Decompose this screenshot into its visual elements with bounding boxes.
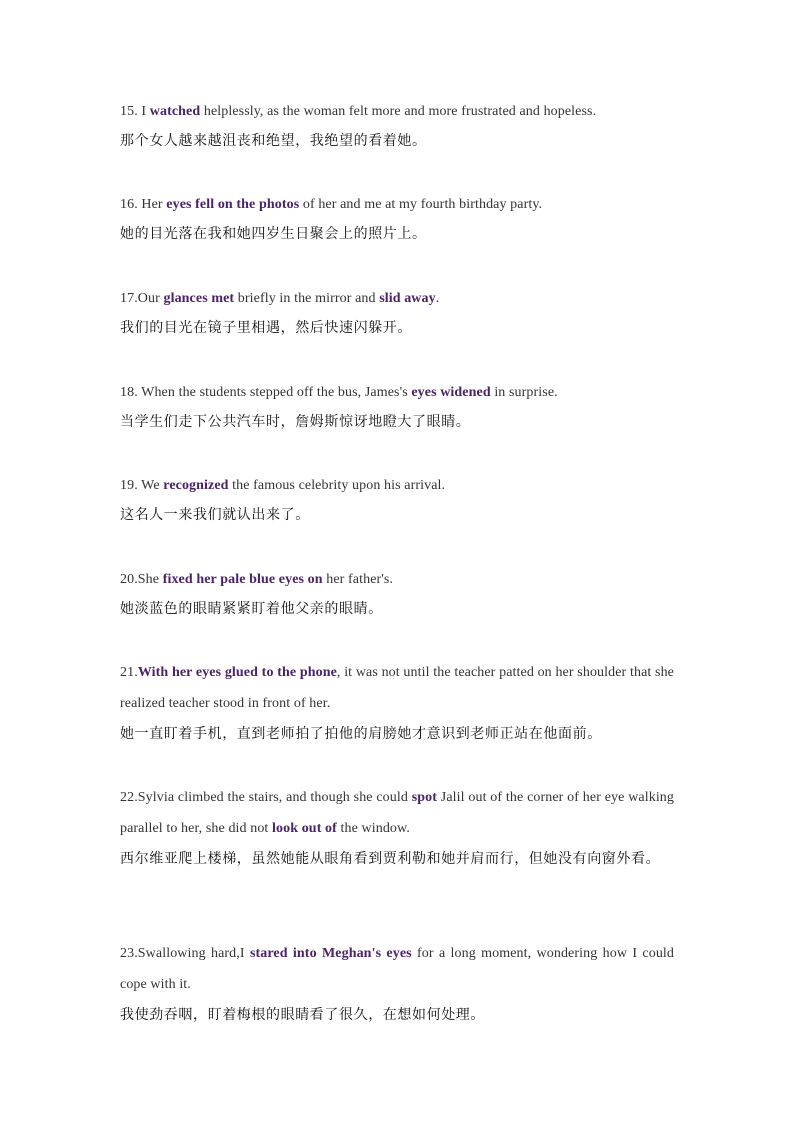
highlighted-phrase: With her eyes glued to the phone bbox=[137, 665, 337, 680]
text-segment: Jalil out of the corner of her eye walking parallel to her, she did not bbox=[120, 790, 675, 836]
highlighted-phrase: recognized bbox=[163, 478, 229, 493]
text-segment: 16. Her bbox=[120, 197, 167, 212]
entry-19 bbox=[120, 476, 674, 531]
entry-23 bbox=[120, 938, 674, 1031]
english-sentence bbox=[120, 782, 674, 844]
highlighted-phrase: watched bbox=[149, 104, 201, 119]
text-segment: helplessly, as the woman felt more and more frustrated and hopeless. bbox=[200, 104, 597, 119]
chinese-translation: 她一直盯着手机，直到老师拍了拍他的肩膀她才意识到老师正站在他面前。 bbox=[120, 726, 602, 742]
text-segment: 23.Swallowing hard,I bbox=[120, 946, 250, 961]
entry-22 bbox=[120, 782, 674, 875]
highlighted-phrase: eyes widened bbox=[411, 385, 491, 400]
highlighted-phrase: eyes fell on the photos bbox=[166, 197, 300, 212]
text-segment: 17.Our bbox=[120, 291, 164, 306]
chinese-translation: 当学生们走下公共汽车时，詹姆斯惊讶地瞪大了眼睛。 bbox=[120, 414, 471, 430]
english-sentence bbox=[120, 476, 674, 496]
text-segment: 19. We bbox=[120, 478, 164, 493]
text-segment: the famous celebrity upon his arrival. bbox=[228, 478, 446, 493]
text-segment: her father's. bbox=[322, 572, 394, 587]
english-sentence bbox=[120, 938, 674, 1000]
highlighted-phrase: slid away bbox=[379, 291, 436, 306]
highlighted-phrase: glances met bbox=[163, 291, 235, 306]
text-segment: the window. bbox=[336, 821, 410, 836]
text-segment: , it was not until the teacher patted on her shoulder that she realized teacher stood in front of her. bbox=[120, 665, 674, 711]
text-segment: 20.She bbox=[120, 572, 163, 587]
english-sentence bbox=[120, 289, 674, 309]
text-segment: 21. bbox=[120, 665, 138, 680]
highlighted-phrase: stared into Meghan's eyes bbox=[249, 946, 412, 961]
text-segment: of her and me at my fourth birthday party. bbox=[299, 197, 543, 212]
english-sentence bbox=[120, 383, 674, 403]
english-sentence bbox=[120, 570, 674, 590]
text-segment: 18. When the students stepped off the bus, James's bbox=[120, 385, 412, 400]
chinese-translation: 她的目光落在我和她四岁生日聚会上的照片上。 bbox=[120, 226, 427, 242]
entry-20 bbox=[120, 570, 674, 625]
chinese-translation: 西尔维亚爬上楼梯，虽然她能从眼角看到贾利勒和她并肩而行，但她没有向窗外看。 bbox=[120, 851, 661, 867]
english-sentence bbox=[120, 102, 674, 122]
chinese-translation: 我们的目光在镜子里相遇，然后快速闪躲开。 bbox=[120, 320, 412, 336]
english-sentence bbox=[120, 195, 674, 215]
entry-15 bbox=[120, 102, 674, 157]
entry-21 bbox=[120, 657, 674, 750]
text-segment: in surprise. bbox=[490, 385, 558, 400]
chinese-translation: 我使劲吞咽，盯着梅根的眼睛看了很久，在想如何处理。 bbox=[120, 1007, 485, 1023]
entry-16 bbox=[120, 195, 674, 250]
english-sentence bbox=[120, 657, 674, 719]
text-segment: briefly in the mirror and bbox=[234, 291, 380, 306]
chinese-translation: 那个女人越来越沮丧和绝望，我绝望的看着她。 bbox=[120, 133, 427, 149]
text-segment: for a long moment, wondering how I could cope with it. bbox=[120, 946, 675, 992]
chinese-translation: 这名人一来我们就认出来了。 bbox=[120, 507, 310, 523]
entry-17 bbox=[120, 289, 674, 344]
chinese-translation: 她淡蓝色的眼睛紧紧盯着他父亲的眼睛。 bbox=[120, 601, 383, 617]
text-segment: 15. I bbox=[120, 104, 150, 119]
highlighted-phrase: look out of bbox=[272, 821, 337, 836]
text-segment: . bbox=[435, 291, 440, 306]
highlighted-phrase: spot bbox=[411, 790, 438, 805]
highlighted-phrase: fixed her pale blue eyes on bbox=[162, 572, 323, 587]
text-segment: 22.Sylvia climbed the stairs, and though she could bbox=[120, 790, 412, 805]
entry-18 bbox=[120, 383, 674, 438]
